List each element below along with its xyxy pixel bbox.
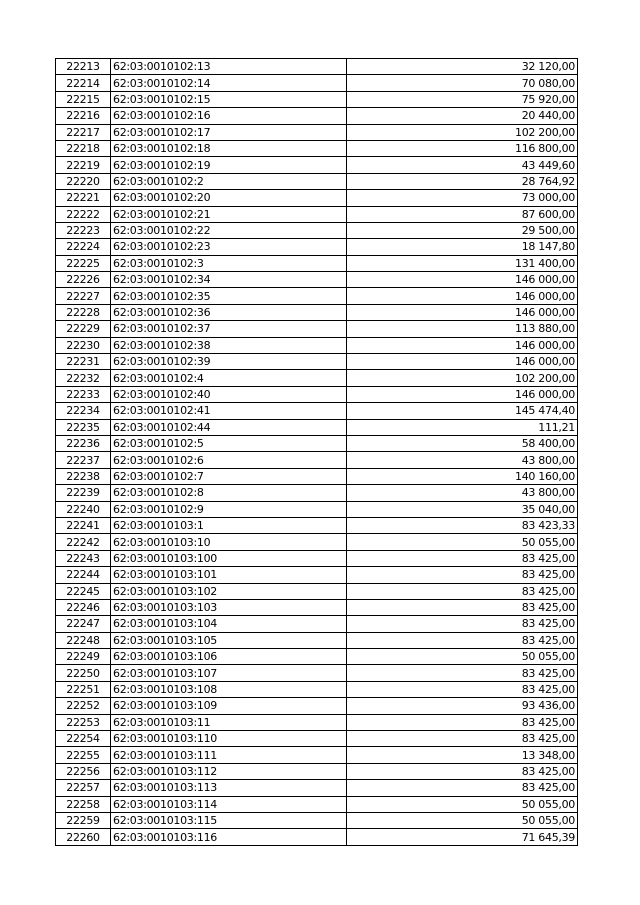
row-number-cell: 22223 xyxy=(56,222,111,238)
table-row xyxy=(56,468,578,484)
row-number-cell: 22216 xyxy=(56,108,111,124)
cadastral-number-cell: 62:03:0010103:101 xyxy=(111,567,347,583)
row-number-cell: 22220 xyxy=(56,173,111,189)
cadastral-number-cell: 62:03:0010102:8 xyxy=(111,485,347,501)
table-row xyxy=(56,534,578,550)
row-number-cell: 22239 xyxy=(56,485,111,501)
table-row xyxy=(56,829,578,845)
value-cell: 29 500,00 xyxy=(347,222,578,238)
cadastral-number-cell: 62:03:0010103:10 xyxy=(111,534,347,550)
value-cell: 58 400,00 xyxy=(347,435,578,451)
table-row xyxy=(56,714,578,730)
row-number-cell: 22237 xyxy=(56,452,111,468)
table-row xyxy=(56,616,578,632)
value-cell: 131 400,00 xyxy=(347,255,578,271)
value-cell: 13 348,00 xyxy=(347,747,578,763)
row-number-cell: 22217 xyxy=(56,124,111,140)
table-row xyxy=(56,124,578,140)
row-number-cell: 22241 xyxy=(56,517,111,533)
value-cell: 146 000,00 xyxy=(347,288,578,304)
row-number-cell: 22213 xyxy=(56,59,111,75)
row-number-cell: 22224 xyxy=(56,239,111,255)
row-number-cell: 22247 xyxy=(56,616,111,632)
row-number-cell: 22243 xyxy=(56,550,111,566)
cadastral-number-cell: 62:03:0010102:14 xyxy=(111,75,347,91)
row-number-cell: 22252 xyxy=(56,698,111,714)
value-cell: 71 645,39 xyxy=(347,829,578,845)
value-cell: 43 800,00 xyxy=(347,485,578,501)
row-number-cell: 22260 xyxy=(56,829,111,845)
cadastral-number-cell: 62:03:0010102:38 xyxy=(111,337,347,353)
cadastral-number-cell: 62:03:0010103:116 xyxy=(111,829,347,845)
table-row xyxy=(56,222,578,238)
value-cell: 32 120,00 xyxy=(347,59,578,75)
table-row xyxy=(56,206,578,222)
table-row xyxy=(56,288,578,304)
cadastral-value-table xyxy=(55,58,578,846)
value-cell: 83 425,00 xyxy=(347,616,578,632)
table-row xyxy=(56,567,578,583)
row-number-cell: 22242 xyxy=(56,534,111,550)
value-cell: 83 425,00 xyxy=(347,599,578,615)
value-cell: 102 200,00 xyxy=(347,370,578,386)
cadastral-number-cell: 62:03:0010102:3 xyxy=(111,255,347,271)
value-cell: 83 425,00 xyxy=(347,567,578,583)
cadastral-number-cell: 62:03:0010103:109 xyxy=(111,698,347,714)
value-cell: 73 000,00 xyxy=(347,190,578,206)
cadastral-number-cell: 62:03:0010102:37 xyxy=(111,321,347,337)
cadastral-number-cell: 62:03:0010103:1 xyxy=(111,517,347,533)
row-number-cell: 22238 xyxy=(56,468,111,484)
value-cell: 83 425,00 xyxy=(347,665,578,681)
value-cell: 83 425,00 xyxy=(347,763,578,779)
cadastral-number-cell: 62:03:0010102:7 xyxy=(111,468,347,484)
cadastral-number-cell: 62:03:0010103:100 xyxy=(111,550,347,566)
cadastral-number-cell: 62:03:0010102:13 xyxy=(111,59,347,75)
table-row xyxy=(56,583,578,599)
cadastral-number-cell: 62:03:0010102:21 xyxy=(111,206,347,222)
value-cell: 145 474,40 xyxy=(347,403,578,419)
value-cell: 83 425,00 xyxy=(347,550,578,566)
row-number-cell: 22244 xyxy=(56,567,111,583)
row-number-cell: 22221 xyxy=(56,190,111,206)
table-row xyxy=(56,255,578,271)
table-row xyxy=(56,599,578,615)
cadastral-number-cell: 62:03:0010102:9 xyxy=(111,501,347,517)
value-cell: 146 000,00 xyxy=(347,354,578,370)
table-row xyxy=(56,731,578,747)
table-body xyxy=(56,59,578,846)
cadastral-number-cell: 62:03:0010103:114 xyxy=(111,796,347,812)
row-number-cell: 22234 xyxy=(56,403,111,419)
value-cell: 43 800,00 xyxy=(347,452,578,468)
table-row xyxy=(56,75,578,91)
value-cell: 111,21 xyxy=(347,419,578,435)
value-cell: 83 425,00 xyxy=(347,681,578,697)
row-number-cell: 22233 xyxy=(56,386,111,402)
value-cell: 113 880,00 xyxy=(347,321,578,337)
cadastral-number-cell: 62:03:0010103:108 xyxy=(111,681,347,697)
value-cell: 146 000,00 xyxy=(347,272,578,288)
row-number-cell: 22245 xyxy=(56,583,111,599)
cadastral-number-cell: 62:03:0010103:110 xyxy=(111,731,347,747)
value-cell: 146 000,00 xyxy=(347,386,578,402)
value-cell: 93 436,00 xyxy=(347,698,578,714)
row-number-cell: 22230 xyxy=(56,337,111,353)
table-row xyxy=(56,337,578,353)
row-number-cell: 22231 xyxy=(56,354,111,370)
row-number-cell: 22249 xyxy=(56,649,111,665)
value-cell: 20 440,00 xyxy=(347,108,578,124)
value-cell: 75 920,00 xyxy=(347,91,578,107)
table-row xyxy=(56,354,578,370)
row-number-cell: 22215 xyxy=(56,91,111,107)
row-number-cell: 22255 xyxy=(56,747,111,763)
row-number-cell: 22248 xyxy=(56,632,111,648)
table-row xyxy=(56,812,578,828)
cadastral-number-cell: 62:03:0010103:106 xyxy=(111,649,347,665)
cadastral-number-cell: 62:03:0010102:34 xyxy=(111,272,347,288)
cadastral-number-cell: 62:03:0010102:15 xyxy=(111,91,347,107)
table-row xyxy=(56,649,578,665)
cadastral-number-cell: 62:03:0010102:2 xyxy=(111,173,347,189)
value-cell: 83 423,33 xyxy=(347,517,578,533)
cadastral-number-cell: 62:03:0010103:103 xyxy=(111,599,347,615)
value-cell: 83 425,00 xyxy=(347,780,578,796)
table-row xyxy=(56,796,578,812)
table-row xyxy=(56,370,578,386)
table-row xyxy=(56,173,578,189)
table-row xyxy=(56,435,578,451)
table-row xyxy=(56,485,578,501)
table-row xyxy=(56,763,578,779)
table-row xyxy=(56,386,578,402)
cadastral-number-cell: 62:03:0010102:36 xyxy=(111,304,347,320)
row-number-cell: 22258 xyxy=(56,796,111,812)
table-row xyxy=(56,304,578,320)
value-cell: 83 425,00 xyxy=(347,714,578,730)
table-row xyxy=(56,632,578,648)
value-cell: 50 055,00 xyxy=(347,534,578,550)
row-number-cell: 22256 xyxy=(56,763,111,779)
cadastral-number-cell: 62:03:0010103:111 xyxy=(111,747,347,763)
value-cell: 43 449,60 xyxy=(347,157,578,173)
cadastral-number-cell: 62:03:0010103:115 xyxy=(111,812,347,828)
cadastral-number-cell: 62:03:0010102:6 xyxy=(111,452,347,468)
row-number-cell: 22218 xyxy=(56,140,111,156)
cadastral-number-cell: 62:03:0010102:5 xyxy=(111,435,347,451)
value-cell: 50 055,00 xyxy=(347,796,578,812)
table-row xyxy=(56,517,578,533)
value-cell: 116 800,00 xyxy=(347,140,578,156)
row-number-cell: 22240 xyxy=(56,501,111,517)
cadastral-number-cell: 62:03:0010103:11 xyxy=(111,714,347,730)
cadastral-number-cell: 62:03:0010102:17 xyxy=(111,124,347,140)
table-row xyxy=(56,239,578,255)
row-number-cell: 22235 xyxy=(56,419,111,435)
cadastral-number-cell: 62:03:0010103:113 xyxy=(111,780,347,796)
row-number-cell: 22259 xyxy=(56,812,111,828)
table-row xyxy=(56,681,578,697)
value-cell: 87 600,00 xyxy=(347,206,578,222)
row-number-cell: 22229 xyxy=(56,321,111,337)
value-cell: 102 200,00 xyxy=(347,124,578,140)
row-number-cell: 22253 xyxy=(56,714,111,730)
cadastral-number-cell: 62:03:0010102:4 xyxy=(111,370,347,386)
row-number-cell: 22219 xyxy=(56,157,111,173)
row-number-cell: 22225 xyxy=(56,255,111,271)
cadastral-number-cell: 62:03:0010102:18 xyxy=(111,140,347,156)
row-number-cell: 22250 xyxy=(56,665,111,681)
row-number-cell: 22251 xyxy=(56,681,111,697)
cadastral-number-cell: 62:03:0010102:35 xyxy=(111,288,347,304)
value-cell: 146 000,00 xyxy=(347,337,578,353)
table-row xyxy=(56,190,578,206)
value-cell: 83 425,00 xyxy=(347,583,578,599)
row-number-cell: 22222 xyxy=(56,206,111,222)
row-number-cell: 22227 xyxy=(56,288,111,304)
cadastral-number-cell: 62:03:0010102:39 xyxy=(111,354,347,370)
cadastral-number-cell: 62:03:0010103:104 xyxy=(111,616,347,632)
table-row xyxy=(56,419,578,435)
row-number-cell: 22257 xyxy=(56,780,111,796)
cadastral-number-cell: 62:03:0010102:20 xyxy=(111,190,347,206)
cadastral-number-cell: 62:03:0010102:40 xyxy=(111,386,347,402)
table-row xyxy=(56,780,578,796)
cadastral-number-cell: 62:03:0010102:44 xyxy=(111,419,347,435)
value-cell: 18 147,80 xyxy=(347,239,578,255)
table-row xyxy=(56,665,578,681)
table-row xyxy=(56,59,578,75)
value-cell: 70 080,00 xyxy=(347,75,578,91)
table-row xyxy=(56,403,578,419)
value-cell: 140 160,00 xyxy=(347,468,578,484)
value-cell: 146 000,00 xyxy=(347,304,578,320)
cadastral-number-cell: 62:03:0010102:22 xyxy=(111,222,347,238)
cadastral-number-cell: 62:03:0010103:105 xyxy=(111,632,347,648)
table-row xyxy=(56,747,578,763)
row-number-cell: 22214 xyxy=(56,75,111,91)
value-cell: 50 055,00 xyxy=(347,812,578,828)
table-row xyxy=(56,452,578,468)
value-cell: 83 425,00 xyxy=(347,632,578,648)
table-row xyxy=(56,91,578,107)
cadastral-number-cell: 62:03:0010103:102 xyxy=(111,583,347,599)
value-cell: 83 425,00 xyxy=(347,731,578,747)
row-number-cell: 22246 xyxy=(56,599,111,615)
value-cell: 28 764,92 xyxy=(347,173,578,189)
row-number-cell: 22254 xyxy=(56,731,111,747)
row-number-cell: 22236 xyxy=(56,435,111,451)
row-number-cell: 22228 xyxy=(56,304,111,320)
cadastral-number-cell: 62:03:0010102:19 xyxy=(111,157,347,173)
row-number-cell: 22232 xyxy=(56,370,111,386)
table-row xyxy=(56,501,578,517)
value-cell: 50 055,00 xyxy=(347,649,578,665)
table-row xyxy=(56,698,578,714)
table-row xyxy=(56,157,578,173)
cadastral-number-cell: 62:03:0010103:107 xyxy=(111,665,347,681)
cadastral-number-cell: 62:03:0010102:41 xyxy=(111,403,347,419)
table-row xyxy=(56,140,578,156)
cadastral-number-cell: 62:03:0010102:16 xyxy=(111,108,347,124)
table-row xyxy=(56,272,578,288)
row-number-cell: 22226 xyxy=(56,272,111,288)
cadastral-number-cell: 62:03:0010103:112 xyxy=(111,763,347,779)
table-row xyxy=(56,550,578,566)
value-cell: 35 040,00 xyxy=(347,501,578,517)
table-row xyxy=(56,321,578,337)
table-row xyxy=(56,108,578,124)
cadastral-number-cell: 62:03:0010102:23 xyxy=(111,239,347,255)
